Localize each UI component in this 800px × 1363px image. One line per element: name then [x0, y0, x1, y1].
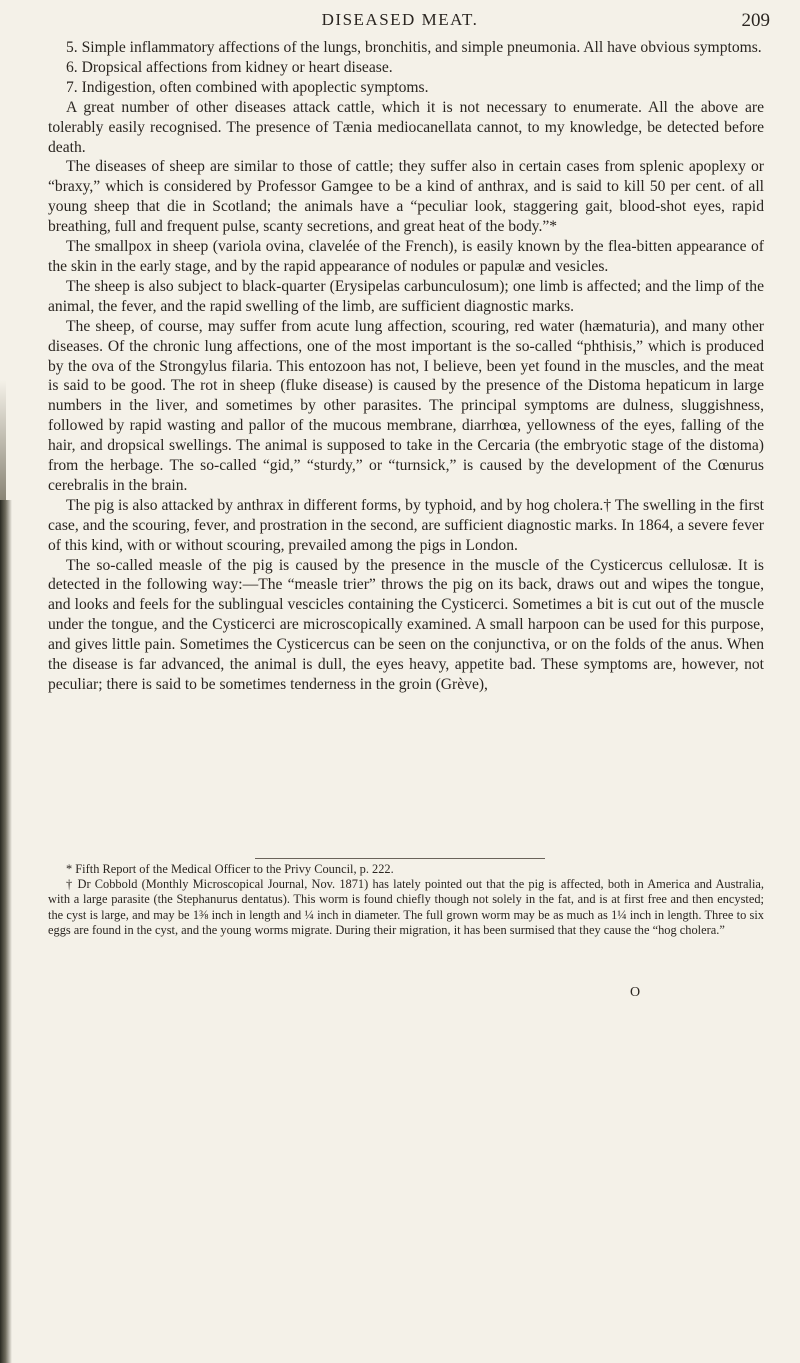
footnote: † Dr Cobbold (Monthly Microscopical Journal, Nov. 1871) has lately pointed out that the pig is affected, both in America and Australia, with a large parasite (the Stephanurus dentatus). This worm is found chiefly though not solely in the fat, and is at first free and then encysted; the cyst is large, and may be 1⅜ inch in length and ¼ inch in diameter. The full grown worm may be as much as 1¼ inch in length. Three to six eggs are found in the cyst, and the young worms migrate. During their migration, it has been surmised that they cause the “hog cholera.” [48, 877, 764, 937]
paragraph: The diseases of sheep are similar to those of cattle; they suffer also in certain cases from splenic apoplexy or “braxy,” which is considered by Professor Gamgee to be a kind of anthrax, and is said to kill 50 per cent. of all young sheep that die in Scotland; the animals have a “peculiar look, staggering gait, blood-shot eyes, rapid breathing, full and frequent pulse, scanty secretions, and great heat of the body.”* [48, 158, 764, 236]
paragraph: A great number of other diseases attack cattle, which it is not necessary to enumerate. All the above are tolerably easily recognised. The presence of Tænia mediocanellata cannot, to my knowledge, be detected before death. [48, 98, 764, 156]
paragraph: The so-called measle of the pig is caused by the presence in the muscle of the Cysticercus cellulosæ. It is detected in the following way:—The “measle trier” throws the pig on its back, draws out and wipes the tongue, and looks and feels for the sublingual vescicles containing the Cysticerci. Sometimes a bit is cut out of the muscle under the tongue, and the Cysticerci are microscopically examined. A small harpoon can be used for this purpose, and gives little pain. Sometimes the Cysticercus can be seen on the conjunctiva, or on the folds of the anus. When the disease is far advanced, the animal is dull, the eyes heavy, appetite bad. These symptoms are, however, not peculiar; there is said to be sometimes tenderness in the groin (Grève), [48, 556, 764, 693]
page-edge-shadow [0, 380, 6, 500]
running-head [0, 10, 800, 40]
paragraph: 7. Indigestion, often combined with apoplectic symptoms. [66, 78, 429, 96]
paragraph: The pig is also attacked by anthrax in different forms, by typhoid, and by hog cholera.† The swelling in the first case, and the scouring, fever, and prostration in the second, are sufficient diagnostic marks. In 1864, a severe fever of this kind, with or without scouring, prevailed among the pigs in London. [48, 496, 764, 554]
page-number: 209 [741, 10, 770, 31]
main-text [48, 38, 764, 695]
signature-mark: O [630, 985, 641, 1000]
paragraph: The sheep, of course, may suffer from acute lung affection, scouring, red water (hæmaturia), and many other diseases. Of the chronic lung affections, one of the most important is the so-called “phthisis,” which is produced by the ova of the Strongylus filaria. This entozoon has not, I believe, been yet found in the muscles, and the meat is said to be good. The rot in sheep (fluke disease) is caused by the presence of the Distoma hepaticum in large numbers in the liver, and sometimes by other parasites. The principal symptoms are dulness, sluggishness, followed by rapid wasting and pallor of the mucous membrane, diarrhœa, yellowness of the eyes, falling of the hair, and dropsical swellings. The animal is supposed to take in the Cercaria (the embryotic stage of the distoma) from the herbage. The so-called “gid,” “sturdy,” or “turnsick,” is caused by the development of the Cœnurus cerebralis in the brain. [48, 317, 764, 494]
footnotes [48, 862, 764, 938]
footnote-rule [255, 858, 545, 859]
paragraph: The sheep is also subject to black-quarter (Erysipelas carbunculosum); one limb is affected; and the limp of the animal, the fever, and the rapid swelling of the limb, are sufficient diagnostic marks. [48, 277, 764, 315]
paragraph: The smallpox in sheep (variola ovina, clavelée of the French), is easily known by the flea-bitten appearance of the skin in the early stage, and by the rapid appearance of nodules or papulæ and vesicles. [48, 238, 764, 275]
page-edge-shadow [0, 500, 12, 1363]
running-head-title: DISEASED MEAT. [321, 10, 479, 29]
paragraph: 6. Dropsical affections from kidney or heart disease. [66, 58, 393, 76]
paragraph: 5. Simple inflammatory affections of the lungs, bronchitis, and simple pneumonia. All have obvious symptoms. [66, 39, 762, 56]
footnote: * Fifth Report of the Medical Officer to the Privy Council, p. 222. [66, 862, 394, 876]
